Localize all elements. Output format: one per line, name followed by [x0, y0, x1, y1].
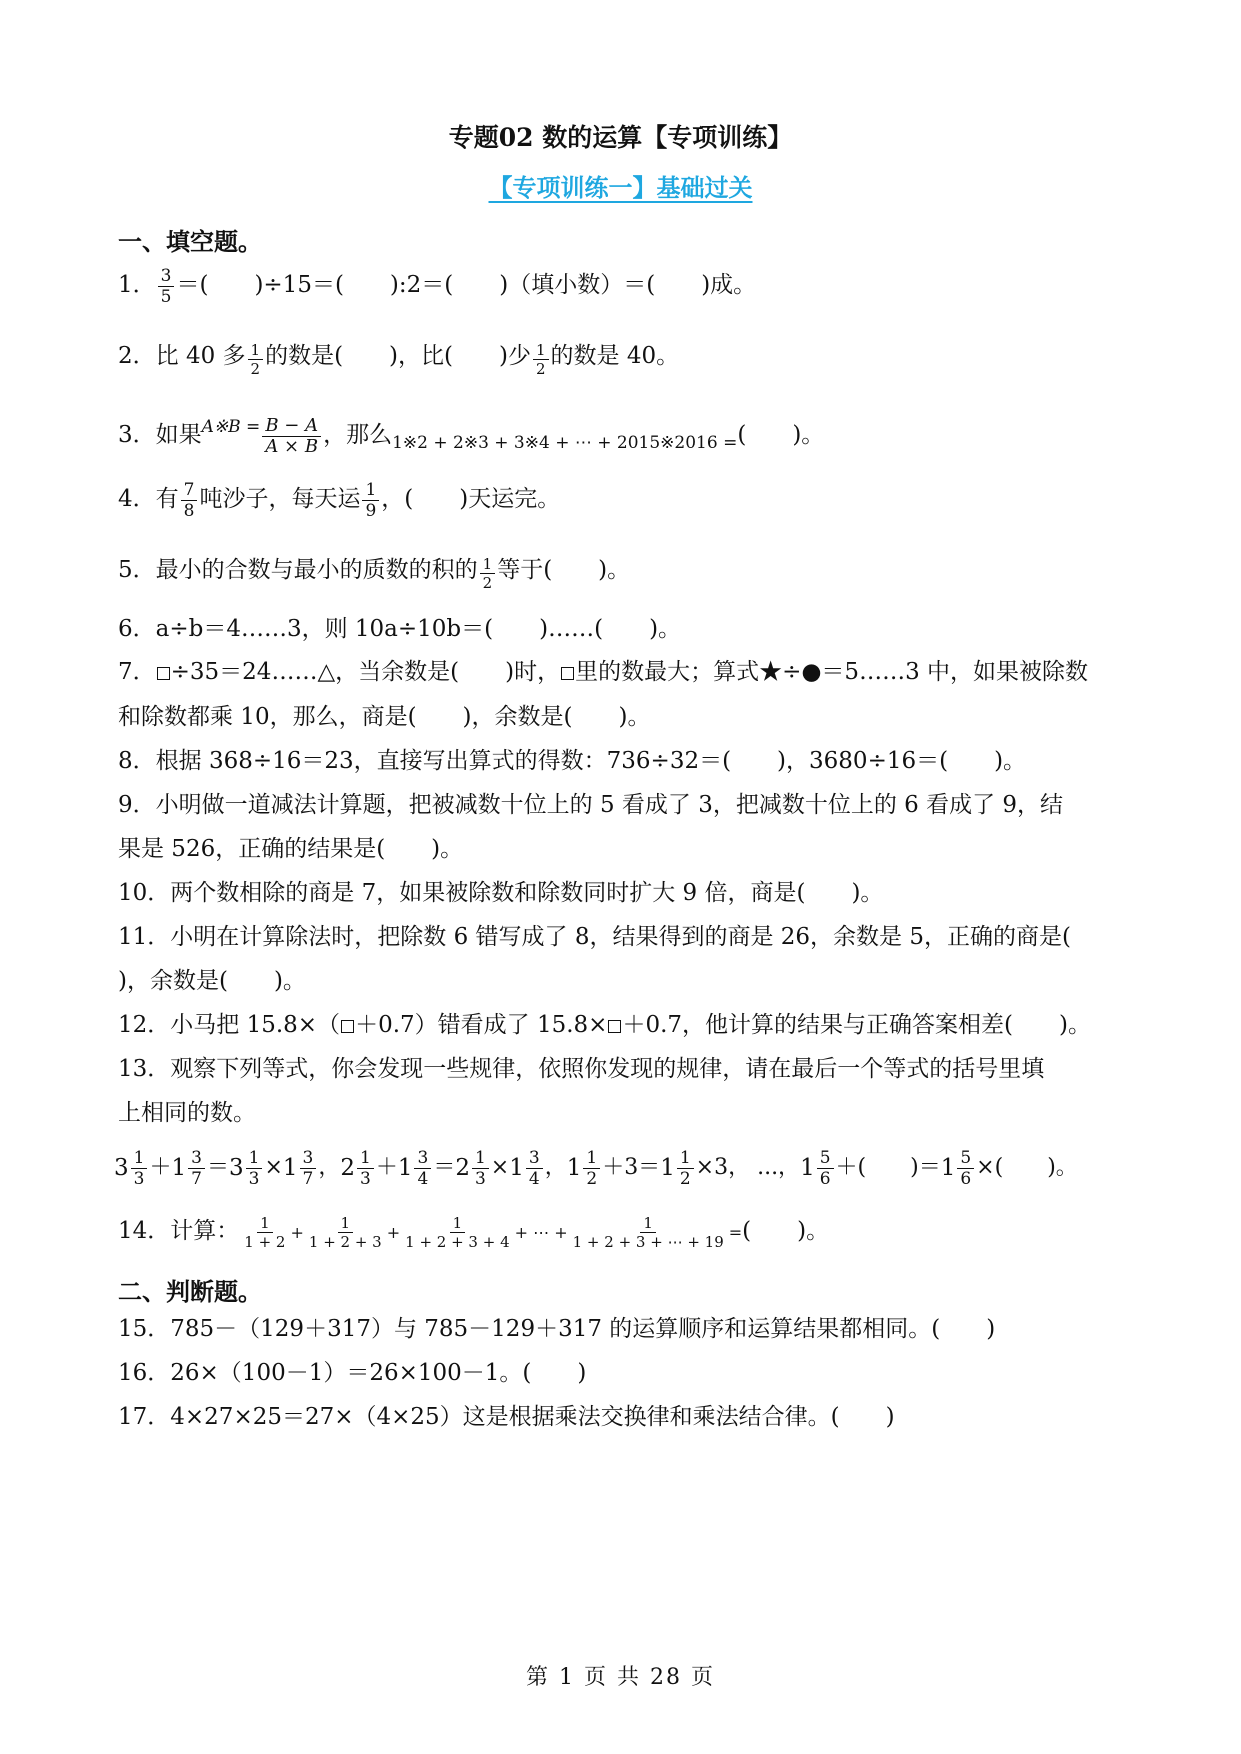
q7-text-b: ÷35＝24……△，当余数是( )时，	[170, 659, 561, 685]
question-2	[118, 333, 1128, 379]
question-17: 17．4×27×25＝27×（4×25）这是根据乘法交换律和乘法结合律。( )	[118, 1404, 895, 1430]
question-5	[118, 547, 1128, 593]
square-box-icon	[608, 1020, 621, 1033]
q3-text-b: ，那么	[323, 422, 393, 448]
page-title: 专题02 数的运算【专项训练】	[448, 123, 793, 152]
question-10: 10．两个数相除的商是 7，如果被除数和除数同时扩大 9 倍，商是( )。	[118, 880, 884, 906]
q2-fraction-1: $\frac{1}{2}$	[248, 341, 264, 378]
q5-text-a: 5．最小的合数与最小的质数的积的	[118, 557, 478, 583]
question-6: 6．a÷b＝4……3，则 10a÷10b＝( )……( )。	[118, 616, 682, 642]
q14-term-3: $\frac{1}{1 + 2 + 3 + 4}$	[405, 1213, 510, 1251]
question-8: 8．根据 368÷16＝23，直接写出算式的得数：736÷32＝( )，3680÷16＝( )。	[118, 748, 1027, 774]
q14-term-2: $\frac{1}{1 + 2 + 3}$	[308, 1213, 382, 1251]
section-true-false: 二、判断题。	[118, 1277, 262, 1306]
square-box-icon	[157, 667, 170, 680]
subtitle-link[interactable]	[0, 168, 1241, 203]
question-3	[118, 404, 1128, 466]
q3-text-c: ( )。	[737, 422, 825, 448]
q4-text-b: 吨沙子，每天运	[199, 486, 361, 512]
question-15: 15．785－（129＋317）与 785－129＋317 的运算顺序和运算结果都相同。( )	[118, 1316, 996, 1342]
question-14: 14．计算： $\frac{1}{1 + 2}$ + $\frac{1}{1 + 2 + 3}$ + $\frac{1}{1 + 2 + 3 + 4}$ + ⋯ + $\frac{1}{1 + 2 + 3 + \cdots + 19}$ =( )。	[118, 1213, 830, 1251]
question-11-line2: )，余数是( )。	[118, 968, 306, 994]
q2-fraction-2: $\frac{1}{2}$	[533, 341, 549, 378]
question-11: 11．小明在计算除法时，把除数 6 错写成了 8，结果得到的商是 26，余数是 5，正确的商是(	[118, 924, 1071, 950]
question-16: 16．26×（100－1）＝26×100－1。( )	[118, 1360, 587, 1386]
question-13-line2: 上相同的数。	[118, 1100, 256, 1126]
q3-expr-fraction: $\frac{B - A}{A \times B}$	[262, 416, 321, 457]
q14-text-a: 14．计算：	[118, 1218, 240, 1244]
question-1	[118, 262, 1128, 308]
q3-expr-lhs: A※B =	[201, 417, 261, 437]
question-12	[118, 1002, 1128, 1048]
question-13: 13．观察下列等式，你会发现一些规律，依照你发现的规律，请在最后一个等式的括号里填	[118, 1056, 1045, 1082]
section-fill-in: 一、填空题。	[118, 227, 262, 256]
question-7-line2: 和除数都乘 10，那么，商是( )，余数是( )。	[118, 704, 651, 730]
q3-text-a: 3．如果	[118, 422, 202, 448]
q1-text: ＝( )÷15＝( ):2＝( )（填小数）＝( )成。	[176, 272, 757, 298]
q14-text-b: ( )。	[742, 1218, 830, 1244]
q1-number: 1．	[118, 272, 156, 298]
q5-fraction: $\frac{1}{2}$	[480, 555, 496, 592]
q7-text-c: 里的数最大；算式★÷●＝5……3 中，如果被除数	[575, 659, 1089, 685]
q14-term-4: $\frac{1}{1 + 2 + 3 + \cdots + 19}$	[572, 1213, 724, 1251]
question-4	[118, 476, 1128, 522]
square-box-icon	[341, 1020, 354, 1033]
q12-text-b: ＋0.7）错看成了 15.8×	[355, 1012, 608, 1038]
q4-text-a: 4．有	[118, 486, 179, 512]
q2-text-b: 的数是( )，比( )少	[265, 343, 531, 369]
q7-text-a: 7．	[118, 659, 156, 685]
square-box-icon	[561, 667, 574, 680]
subtitle-text: 【专项训练一】基础过关	[488, 173, 753, 202]
q4-text-c: ，( )天运完。	[381, 486, 561, 512]
q2-text-c: 的数是 40。	[550, 343, 680, 369]
q3-series: 1※2 + 2※3 + 3※4 + ⋯ + 2015※2016 =	[392, 433, 738, 453]
q12-text-a: 12．小马把 15.8×（	[118, 1012, 341, 1038]
question-7	[118, 649, 1128, 695]
q2-text-a: 2．比 40 多	[118, 343, 246, 369]
q4-fraction-2: $\frac{1}{9}$	[362, 480, 379, 521]
q12-text-c: ＋0.7，他计算的结果与正确答案相差( )。	[622, 1012, 1091, 1038]
q4-fraction-1: $\frac{7}{8}$	[181, 480, 198, 521]
question-13-equations: 3 $\frac{1}{3}$ ＋ 1 $\frac{3}{7}$ ＝ 3 $\frac{1}{3}$ × 1 $\frac{3}{7}$ ， 2 $\frac{1}{3}$ ＋ 1 $\frac{3}{4}$ ＝ 2 $\frac{1}{3}$ × 1 $\frac{3}{4}$ ， 1 $\frac{1}{2}$ ＋3＝ 1 $\frac{1}{2}$ ×3， ...， 1 $\frac{5}{6}$ ＋( )＝ 1 $\frac{5}{6}$ ×( )。	[114, 1147, 1078, 1189]
q1-fraction: $\frac{3}{5}$	[158, 266, 175, 307]
q14-term-1: $\frac{1}{1 + 2}$	[244, 1213, 286, 1251]
question-9: 9．小明做一道减法计算题，把被减数十位上的 5 看成了 3，把减数十位上的 6 看成了 9，结	[118, 792, 1064, 818]
question-9-line2: 果是 526，正确的结果是( )。	[118, 836, 464, 862]
page-footer: 第 1 页 共 28 页	[526, 1665, 715, 1690]
q5-text-b: 等于( )。	[497, 557, 631, 583]
